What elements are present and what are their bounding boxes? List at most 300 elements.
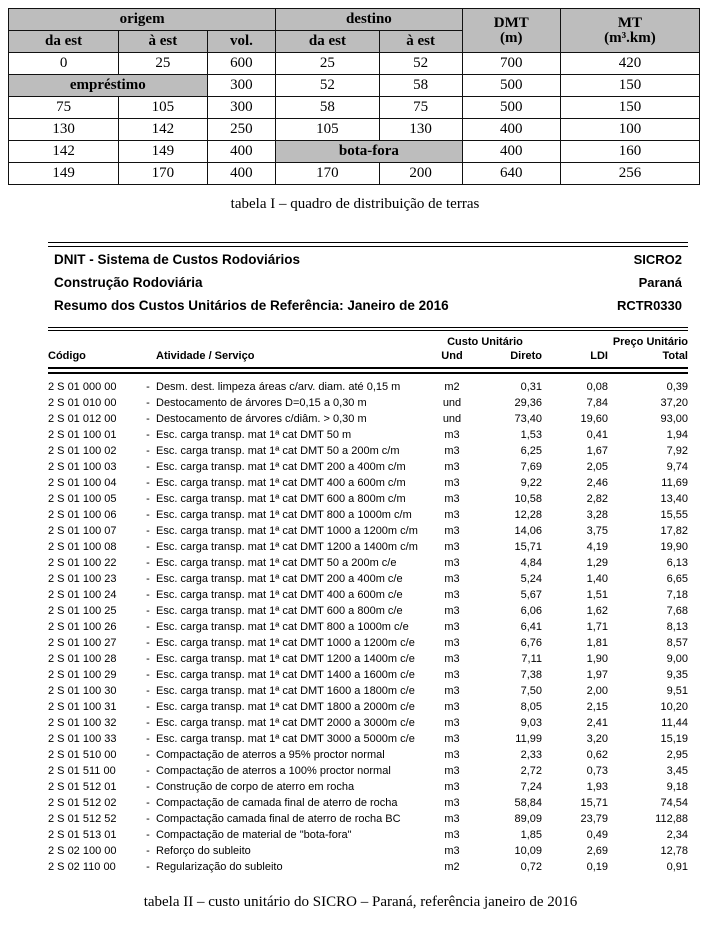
table-cell: 105 [119, 97, 207, 119]
cost-row [48, 763, 688, 779]
cost-ldi: 1,93 [586, 780, 608, 793]
cost-description: Esc. carga transp. mat 1ª cat DMT 2000 a 3000m c/e [156, 716, 415, 729]
cost-unit: m3 [444, 556, 460, 569]
cost-ldi: 0,08 [586, 380, 608, 393]
cost-dash: - [146, 492, 150, 505]
cost-row [48, 603, 688, 619]
cost-ldi: 2,15 [586, 700, 608, 713]
cost-row [48, 475, 688, 491]
cost-dash: - [146, 828, 150, 841]
cost-description: Esc. carga transp. mat 1ª cat DMT 200 a 400m c/m [156, 460, 406, 473]
table-cell: 600 [207, 53, 276, 75]
cost-ldi: 3,20 [586, 732, 608, 745]
cost-ldi: 19,60 [580, 412, 608, 425]
cost-total: 11,44 [661, 716, 688, 729]
cost-dash: - [146, 764, 150, 777]
report-reference-row [54, 298, 682, 321]
cost-code: 2 S 01 100 06 [48, 508, 117, 521]
table-cell: 149 [9, 163, 119, 185]
cost-total: 2,95 [666, 748, 688, 761]
cost-row [48, 635, 688, 651]
cost-code: 2 S 01 100 33 [48, 732, 117, 745]
column-header-und: Und [441, 350, 463, 362]
table-cell: 170 [119, 163, 207, 185]
cost-unit: m3 [444, 460, 460, 473]
cost-unit: m3 [444, 780, 460, 793]
table-cell: 300 [207, 75, 276, 97]
cost-row [48, 683, 688, 699]
cost-description: Esc. carga transp. mat 1ª cat DMT 50 m [156, 428, 352, 441]
cost-ldi: 0,41 [586, 428, 608, 441]
cost-description: Compactação de camada final de aterro de rocha [156, 796, 398, 809]
header-destino-a-est: à est [379, 31, 462, 53]
cost-dash: - [146, 780, 150, 793]
cost-row [48, 587, 688, 603]
table-cell: 75 [9, 97, 119, 119]
table-cell: 25 [276, 53, 379, 75]
table-cell: 142 [119, 119, 207, 141]
cost-description: Esc. carga transp. mat 1ª cat DMT 800 a 1000m c/m [156, 508, 412, 521]
cost-description: Esc. carga transp. mat 1ª cat DMT 400 a 600m c/e [156, 588, 403, 601]
report-subtitle-row [54, 275, 682, 298]
cost-table-column-headers [48, 331, 688, 367]
cost-dash: - [146, 556, 150, 569]
cost-ldi: 1,71 [586, 620, 608, 633]
header-origem-da-est: da est [9, 31, 119, 53]
cost-ldi: 23,79 [580, 812, 608, 825]
cost-row [48, 507, 688, 523]
cost-row [48, 827, 688, 843]
cost-description: Esc. carga transp. mat 1ª cat DMT 50 a 200m c/m [156, 444, 400, 457]
cost-ldi: 2,05 [586, 460, 608, 473]
cost-total: 7,18 [666, 588, 688, 601]
cost-total: 13,40 [660, 492, 688, 505]
cost-ldi: 3,75 [586, 524, 608, 537]
cost-dash: - [146, 476, 150, 489]
cost-direto: 89,09 [514, 812, 542, 825]
cost-total: 9,51 [666, 684, 688, 697]
cost-description: Construção de corpo de aterro em rocha [156, 780, 355, 793]
cost-row [48, 571, 688, 587]
header-origem: origem [9, 9, 276, 31]
cost-table-body [48, 374, 688, 875]
cost-row [48, 859, 688, 875]
cost-row [48, 795, 688, 811]
cost-code: 2 S 02 100 00 [48, 844, 117, 857]
cost-code: 2 S 01 100 28 [48, 652, 117, 665]
table-cell: 400 [462, 119, 560, 141]
cost-row [48, 459, 688, 475]
column-header-ldi: LDI [590, 350, 608, 362]
table-cell: bota-fora [276, 141, 462, 163]
cost-description: Esc. carga transp. mat 1ª cat DMT 3000 a 5000m c/e [156, 732, 415, 745]
cost-unit: m3 [444, 428, 460, 441]
cost-code: 2 S 01 100 03 [48, 460, 117, 473]
cost-direto: 7,11 [521, 652, 542, 665]
cost-direto: 6,76 [520, 636, 542, 649]
cost-ldi: 2,41 [586, 716, 608, 729]
cost-description: Compactação de aterros a 95% proctor normal [156, 748, 385, 761]
cost-direto: 7,69 [520, 460, 542, 473]
cost-total: 15,19 [660, 732, 688, 745]
cost-description: Esc. carga transp. mat 1ª cat DMT 600 a 800m c/m [156, 492, 406, 505]
cost-total: 3,45 [666, 764, 688, 777]
header-vol: vol. [207, 31, 276, 53]
cost-total: 9,74 [666, 460, 688, 473]
cost-description: Reforço do subleito [156, 844, 251, 857]
table-cell: 160 [560, 141, 699, 163]
cost-dash: - [146, 396, 150, 409]
table-cell: 58 [379, 75, 462, 97]
cost-ldi: 2,82 [586, 492, 608, 505]
cost-total: 112,88 [655, 812, 688, 825]
cost-direto: 2,72 [520, 764, 542, 777]
cost-unit: m2 [444, 860, 460, 873]
cost-unit: und [442, 412, 462, 425]
cost-code: 2 S 01 100 08 [48, 540, 117, 553]
cost-code: 2 S 01 100 25 [48, 604, 117, 617]
earth-distribution-table [8, 8, 700, 185]
cost-unit: m3 [444, 716, 460, 729]
cost-dash: - [146, 508, 150, 521]
cost-dash: - [146, 428, 150, 441]
cost-unit: m3 [444, 524, 460, 537]
cost-direto: 12,28 [514, 508, 542, 521]
report-reference: Resumo dos Custos Unitários de Referência: Janeiro de 2016 [54, 297, 449, 313]
cost-description: Esc. carga transp. mat 1ª cat DMT 600 a 800m c/e [156, 604, 403, 617]
header-dmt-label: DMT [493, 14, 529, 31]
table-row [9, 53, 700, 75]
cost-unit: m3 [444, 668, 460, 681]
report-subtitle: Construção Rodoviária [54, 274, 203, 290]
table-cell: 52 [276, 75, 379, 97]
cost-unit: m3 [444, 492, 460, 505]
cost-description: Esc. carga transp. mat 1ª cat DMT 1200 a 1400m c/e [156, 652, 415, 665]
cost-ldi: 2,00 [586, 684, 608, 697]
cost-dash: - [146, 444, 150, 457]
header-origem-a-est: à est [119, 31, 207, 53]
cost-code: 2 S 01 100 27 [48, 636, 117, 649]
header-mt-unit: (m³.km) [604, 29, 656, 46]
cost-unit: m3 [444, 620, 460, 633]
cost-dash: - [146, 716, 150, 729]
cost-total: 6,13 [666, 556, 688, 569]
cost-row [48, 411, 688, 427]
cost-direto: 11,99 [515, 732, 542, 745]
table-cell: 170 [276, 163, 379, 185]
cost-total: 9,35 [666, 668, 688, 681]
table-cell: 150 [560, 75, 699, 97]
cost-ldi: 4,19 [586, 540, 608, 553]
table-cell: empréstimo [9, 75, 208, 97]
sicro-cost-table [48, 242, 688, 875]
cost-row [48, 379, 688, 395]
report-title-row [54, 252, 682, 275]
report-title: DNIT - Sistema de Custos Rodoviários [54, 251, 301, 267]
table-cell: 25 [119, 53, 207, 75]
table-row [9, 119, 700, 141]
cost-code: 2 S 01 100 30 [48, 684, 117, 697]
cost-ldi: 0,62 [586, 748, 608, 761]
cost-code: 2 S 01 100 07 [48, 524, 117, 537]
cost-unit: m3 [444, 540, 460, 553]
table-cell: 500 [462, 97, 560, 119]
cost-description: Compactação camada final de aterro de rocha BC [156, 812, 401, 825]
cost-code: 2 S 01 512 01 [48, 780, 117, 793]
column-header-total: Total [662, 350, 688, 362]
cost-description: Esc. carga transp. mat 1ª cat DMT 200 a 400m c/e [156, 572, 403, 585]
cost-dash: - [146, 604, 150, 617]
cost-description: Esc. carga transp. mat 1ª cat DMT 1600 a 1800m c/e [156, 684, 415, 697]
table-row [9, 141, 700, 163]
table-cell: 58 [276, 97, 379, 119]
cost-ldi: 0,49 [586, 828, 608, 841]
cost-row [48, 443, 688, 459]
table-cell: 0 [9, 53, 119, 75]
cost-dash: - [146, 460, 150, 473]
cost-total: 93,00 [660, 412, 688, 425]
cost-unit: m3 [444, 732, 460, 745]
cost-dash: - [146, 700, 150, 713]
table-cell: 640 [462, 163, 560, 185]
cost-unit: m3 [444, 636, 460, 649]
header-destino: destino [276, 9, 462, 31]
cost-code: 2 S 01 512 02 [48, 796, 117, 809]
cost-description: Esc. carga transp. mat 1ª cat DMT 800 a 1000m c/e [156, 620, 409, 633]
cost-ldi: 1,81 [586, 636, 608, 649]
cost-code: 2 S 01 100 04 [48, 476, 117, 489]
cost-total: 15,55 [660, 508, 688, 521]
cost-row [48, 523, 688, 539]
cost-direto: 14,06 [514, 524, 542, 537]
cost-row [48, 619, 688, 635]
cost-row [48, 555, 688, 571]
cost-code: 2 S 01 100 29 [48, 668, 117, 681]
cost-direto: 6,25 [520, 444, 542, 457]
cost-direto: 6,06 [520, 604, 542, 617]
cost-unit: m3 [444, 700, 460, 713]
cost-ldi: 2,69 [586, 844, 608, 857]
table-cell: 200 [379, 163, 462, 185]
report-title-block [48, 247, 688, 327]
cost-direto: 10,58 [514, 492, 542, 505]
cost-code: 2 S 01 513 01 [48, 828, 117, 841]
column-group-row [48, 335, 688, 348]
group-header-custo-unitario: Custo Unitário [447, 335, 523, 348]
table-cell: 150 [560, 97, 699, 119]
cost-direto: 6,41 [520, 620, 542, 633]
cost-row [48, 747, 688, 763]
cost-total: 7,68 [666, 604, 688, 617]
cost-total: 74,54 [660, 796, 688, 809]
cost-ldi: 1,40 [586, 572, 608, 585]
earth-table-header [9, 9, 700, 53]
header-dmt-unit: (m) [499, 29, 523, 46]
table-row [9, 75, 700, 97]
cost-direto: 73,40 [514, 412, 542, 425]
cost-unit: m3 [444, 812, 460, 825]
cost-code: 2 S 01 012 00 [48, 412, 117, 425]
cost-total: 0,91 [666, 860, 688, 873]
cost-unit: m3 [444, 508, 460, 521]
cost-code: 2 S 01 100 22 [48, 556, 117, 569]
table-cell: 142 [9, 141, 119, 163]
cost-row [48, 699, 688, 715]
column-header-codigo: Código [48, 350, 86, 362]
header-destino-da-est: da est [276, 31, 379, 53]
cost-unit: m3 [444, 796, 460, 809]
table2-caption: tabela II – custo unitário do SICRO – Paraná, referência janeiro de 2016 [143, 894, 578, 910]
cost-unit: m3 [444, 764, 460, 777]
cost-unit: m3 [444, 844, 460, 857]
cost-ldi: 2,46 [586, 476, 608, 489]
header-mt [560, 9, 699, 53]
cost-description: Esc. carga transp. mat 1ª cat DMT 400 a 600m c/m [156, 476, 406, 489]
cost-description: Desm. dest. limpeza áreas c/arv. diam. até 0,15 m [156, 380, 401, 393]
cost-unit: m3 [444, 476, 460, 489]
cost-ldi: 1,90 [586, 652, 608, 665]
cost-dash: - [146, 860, 150, 873]
cost-total: 7,92 [666, 444, 688, 457]
cost-direto: 29,36 [514, 396, 542, 409]
report-region: Paraná [638, 274, 682, 290]
cost-dash: - [146, 844, 150, 857]
cost-direto: 9,22 [520, 476, 542, 489]
cost-code: 2 S 01 100 24 [48, 588, 117, 601]
cost-ldi: 1,97 [586, 668, 608, 681]
cost-ldi: 1,51 [586, 588, 608, 601]
cost-direto: 1,53 [520, 428, 542, 441]
cost-description: Regularização do subleito [156, 860, 283, 873]
table-cell: 256 [560, 163, 699, 185]
cost-direto: 1,85 [520, 828, 542, 841]
table-cell: 149 [119, 141, 207, 163]
cost-ldi: 3,28 [586, 508, 608, 521]
cost-description: Esc. carga transp. mat 1ª cat DMT 1200 a 1400m c/m [156, 540, 418, 553]
cost-direto: 9,03 [520, 716, 542, 729]
cost-total: 8,13 [666, 620, 688, 633]
cost-row [48, 539, 688, 555]
header-dmt [462, 9, 560, 53]
cost-dash: - [146, 732, 150, 745]
table-cell: 400 [462, 141, 560, 163]
table-cell: 75 [379, 97, 462, 119]
cost-ldi: 0,73 [586, 764, 608, 777]
table-cell: 400 [207, 163, 276, 185]
cost-code: 2 S 01 100 32 [48, 716, 117, 729]
cost-row [48, 651, 688, 667]
cost-direto: 2,33 [520, 748, 542, 761]
cost-row [48, 491, 688, 507]
cost-direto: 15,71 [514, 540, 542, 553]
cost-direto: 4,84 [520, 556, 542, 569]
cost-dash: - [146, 684, 150, 697]
cost-description: Destocamento de árvores D=0,15 a 0,30 m [156, 396, 367, 409]
cost-description: Compactação de aterros a 100% proctor normal [156, 764, 391, 777]
cost-dash: - [146, 540, 150, 553]
cost-total: 9,00 [666, 652, 688, 665]
cost-description: Compactação de material de "bota-fora" [156, 828, 352, 841]
cost-direto: 7,38 [520, 668, 542, 681]
table1-caption: tabela I – quadro de distribuição de terras [230, 196, 480, 212]
cost-unit: m3 [444, 604, 460, 617]
table-row [9, 97, 700, 119]
cost-dash: - [146, 748, 150, 761]
cost-dash: - [146, 636, 150, 649]
table-cell: 52 [379, 53, 462, 75]
cost-code: 2 S 02 110 00 [48, 860, 116, 873]
table-cell: 100 [560, 119, 699, 141]
group-header-preco-unitario: Preço Unitário [612, 335, 688, 348]
cost-total: 11,69 [661, 476, 688, 489]
table-cell: 250 [207, 119, 276, 141]
cost-unit: m2 [444, 380, 460, 393]
table-cell: 105 [276, 119, 379, 141]
cost-direto: 7,24 [520, 780, 542, 793]
table-cell: 130 [9, 119, 119, 141]
cost-code: 2 S 01 000 00 [48, 380, 117, 393]
cost-dash: - [146, 796, 150, 809]
cost-dash: - [146, 572, 150, 585]
earth-table-body [9, 53, 700, 185]
table-cell: 500 [462, 75, 560, 97]
cost-direto: 7,50 [520, 684, 542, 697]
cost-total: 6,65 [666, 572, 688, 585]
cost-row [48, 395, 688, 411]
cost-total: 0,39 [666, 380, 688, 393]
table-cell: 420 [560, 53, 699, 75]
cost-total: 8,57 [666, 636, 688, 649]
cost-description: Esc. carga transp. mat 1ª cat DMT 1000 a 1200m c/m [156, 524, 418, 537]
cost-unit: m3 [444, 748, 460, 761]
column-label-row [48, 348, 688, 364]
cost-unit: m3 [444, 652, 460, 665]
table-cell: 700 [462, 53, 560, 75]
cost-direto: 5,67 [520, 588, 542, 601]
cost-total: 17,82 [660, 524, 688, 537]
cost-total: 12,78 [660, 844, 688, 857]
cost-ldi: 0,19 [586, 860, 608, 873]
cost-dash: - [146, 412, 150, 425]
cost-unit: m3 [444, 684, 460, 697]
cost-code: 2 S 01 100 02 [48, 444, 117, 457]
table-cell: 130 [379, 119, 462, 141]
table-row [9, 163, 700, 185]
cost-code: 2 S 01 100 26 [48, 620, 117, 633]
cost-direto: 5,24 [520, 572, 542, 585]
cost-unit: m3 [444, 444, 460, 457]
cost-unit: m3 [444, 572, 460, 585]
cost-description: Esc. carga transp. mat 1ª cat DMT 1000 a 1200m c/e [156, 636, 415, 649]
cost-direto: 0,72 [520, 860, 542, 873]
cost-code: 2 S 01 100 31 [48, 700, 117, 713]
cost-ldi: 1,29 [586, 556, 608, 569]
cost-row [48, 715, 688, 731]
report-system-code: SICRO2 [633, 251, 682, 267]
cost-code: 2 S 01 100 23 [48, 572, 117, 585]
cost-total: 2,34 [666, 828, 688, 841]
report-doc-code: RCTR0330 [616, 297, 682, 313]
cost-dash: - [146, 588, 150, 601]
cost-dash: - [146, 652, 150, 665]
cost-ldi: 1,62 [586, 604, 608, 617]
cost-row [48, 731, 688, 747]
cost-total: 37,20 [660, 396, 688, 409]
cost-dash: - [146, 668, 150, 681]
cost-code: 2 S 01 010 00 [48, 396, 117, 409]
cost-dash: - [146, 620, 150, 633]
cost-total: 19,90 [660, 540, 688, 553]
